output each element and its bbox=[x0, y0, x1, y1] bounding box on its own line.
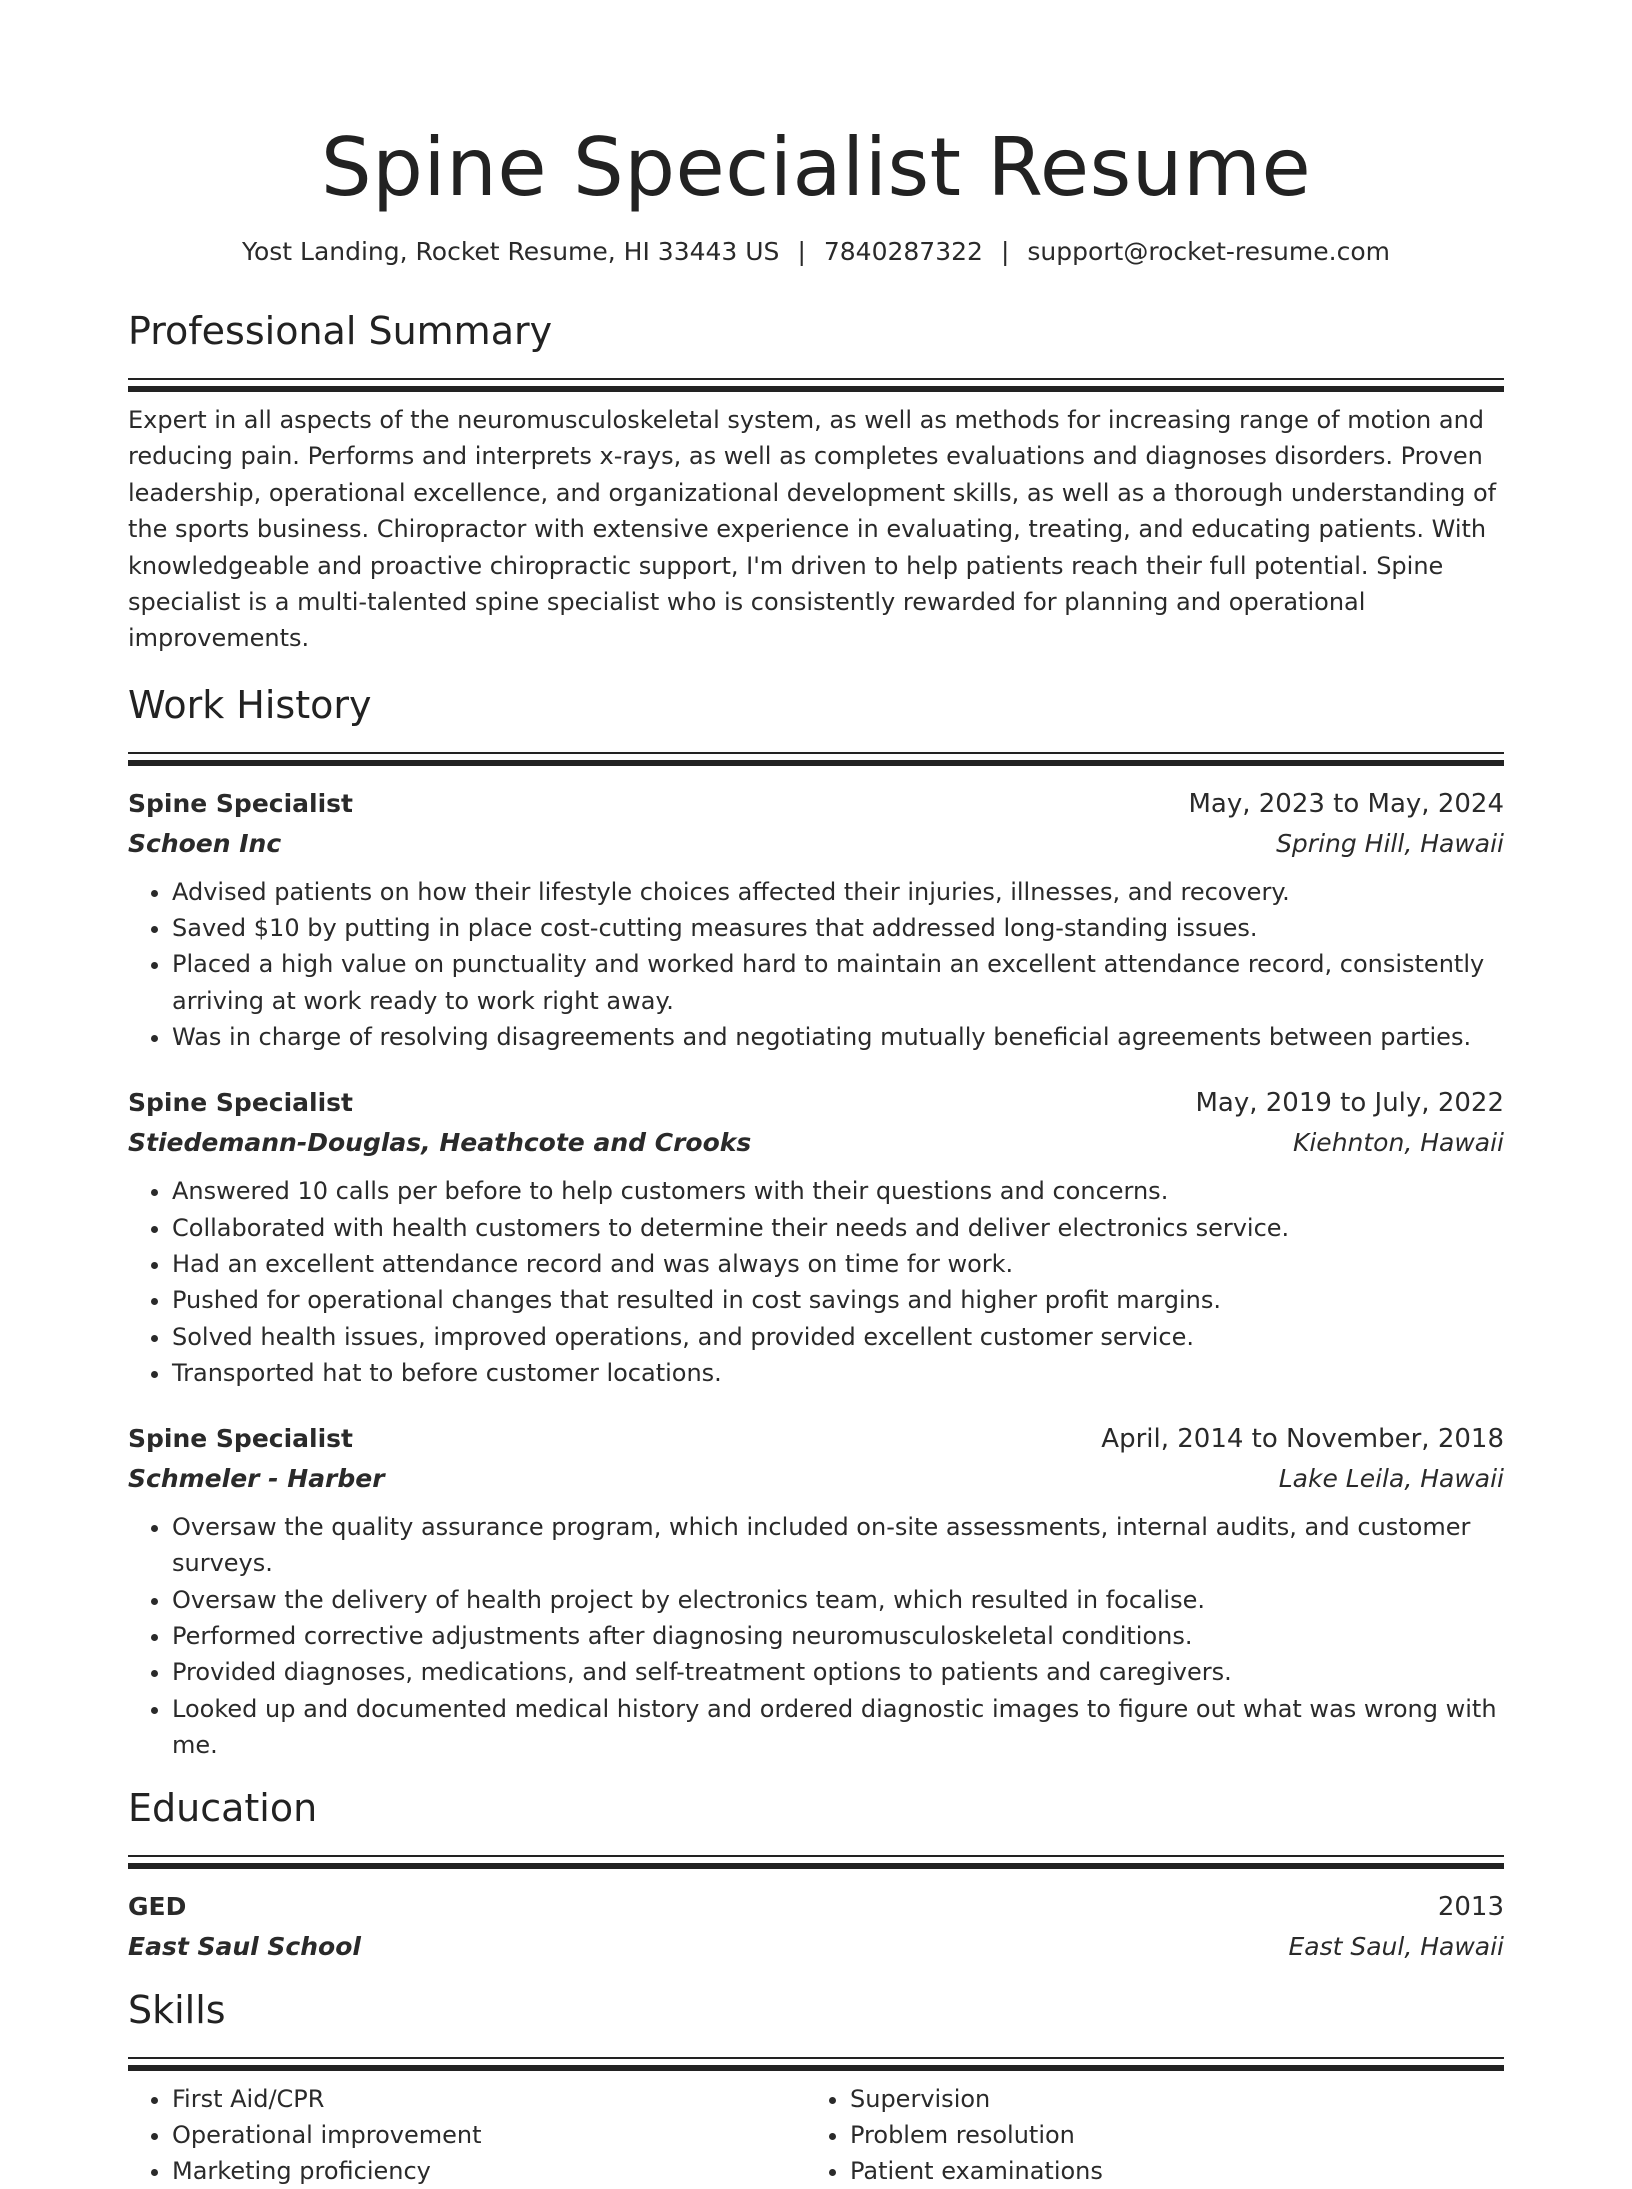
skills-column-right bbox=[806, 2081, 1484, 2189]
list-item: • Answered 10 calls per before to help customers with their questions and concerns. bbox=[172, 1173, 1504, 1209]
section-divider bbox=[128, 752, 1504, 766]
section-title-work: Work History bbox=[128, 682, 372, 727]
list-item: • Had an excellent attendance record and was always on time for work. bbox=[172, 1246, 1504, 1282]
job-company: Stiedemann-Douglas, Heathcote and Crooks bbox=[128, 1128, 752, 1158]
job-entry bbox=[128, 784, 1504, 1055]
list-item: • Oversaw the quality assurance program, which included on-site assessments, internal audits, and customer surveys. bbox=[172, 1509, 1504, 1582]
list-item: • Was in charge of resolving disagreements and negotiating mutually beneficial agreements between parties. bbox=[172, 1019, 1504, 1055]
section-title-skills: Skills bbox=[128, 1988, 226, 2033]
skills-column-left bbox=[128, 2081, 806, 2189]
skill-item: • Patient examinations bbox=[850, 2153, 1484, 2189]
job-title: Spine Specialist bbox=[128, 788, 354, 818]
education-section bbox=[128, 1783, 1504, 1967]
list-item: • Collaborated with health customers to determine their needs and deliver electronics service. bbox=[172, 1210, 1504, 1246]
summary-section bbox=[128, 306, 1504, 657]
section-title-education: Education bbox=[128, 1786, 318, 1831]
job-location: Lake Leila, Hawaii bbox=[1278, 1464, 1504, 1494]
job-title: Spine Specialist bbox=[128, 1088, 354, 1118]
skills-section bbox=[128, 1985, 1504, 2189]
resume-page bbox=[128, 0, 1504, 2189]
education-year: 2013 bbox=[1437, 1892, 1504, 1923]
job-location: Spring Hill, Hawaii bbox=[1276, 828, 1504, 858]
job-location: Kiehnton, Hawaii bbox=[1292, 1128, 1504, 1158]
section-divider bbox=[128, 2057, 1504, 2071]
list-item: • Saved $10 by putting in place cost-cutting measures that addressed long-standing issues. bbox=[172, 910, 1504, 946]
contact-separator: | bbox=[797, 237, 806, 266]
list-item: • Performed corrective adjustments after diagnosing neuromusculoskeletal conditions. bbox=[172, 1618, 1504, 1654]
summary-text: Expert in all aspects of the neuromusculoskeletal system, as well as methods for increasing range of motion and reducing pain. Performs and interprets x-rays, as well as completes evaluations and diagnoses disorders. Proven leadership, operational excellence, and organizational development skills, as well as a thorough understanding of the sports business. Chiropractor with extensive experience in evaluating, treating, and educating patients. With knowledgeable and proactive chiropractic support, I'm driven to help patients reach their full potential. Spine specialist is a multi-talented spine specialist who is consistently rewarded for planning and operational improvements. bbox=[128, 406, 1497, 653]
education-entry bbox=[128, 1887, 1504, 1967]
job-entry bbox=[128, 1419, 1504, 1763]
job-dates: April, 2014 to November, 2018 bbox=[1101, 1424, 1504, 1455]
education-location: East Saul, Hawaii bbox=[1288, 1932, 1504, 1962]
job-company: Schoen Inc bbox=[128, 828, 282, 858]
list-item: • Solved health issues, improved operations, and provided excellent customer service. bbox=[172, 1319, 1504, 1355]
job-dates: May, 2019 to July, 2022 bbox=[1195, 1088, 1504, 1119]
work-history-section bbox=[128, 680, 1504, 1763]
contact-address: Yost Landing, Rocket Resume, HI 33443 US bbox=[242, 237, 780, 266]
job-dates: May, 2023 to May, 2024 bbox=[1188, 788, 1504, 819]
job-bullets bbox=[128, 874, 1504, 1055]
skill-item: • First Aid/CPR bbox=[172, 2081, 806, 2117]
job-entry bbox=[128, 1083, 1504, 1391]
job-title: Spine Specialist bbox=[128, 1424, 354, 1454]
contact-phone: 7840287322 bbox=[823, 237, 983, 266]
list-item: • Pushed for operational changes that resulted in cost savings and higher profit margins. bbox=[172, 1282, 1504, 1318]
skill-item: • Problem resolution bbox=[850, 2117, 1484, 2153]
skill-item: • Marketing proficiency bbox=[172, 2153, 806, 2189]
contact-email: support@rocket-resume.com bbox=[1027, 237, 1390, 266]
job-bullets bbox=[128, 1509, 1504, 1763]
section-divider bbox=[128, 1855, 1504, 1869]
contact-separator: | bbox=[1000, 237, 1010, 266]
resume-title: Spine Specialist Resume bbox=[320, 121, 1312, 214]
list-item: • Looked up and documented medical history and ordered diagnostic images to figure out what was wrong with me. bbox=[172, 1691, 1504, 1764]
section-divider bbox=[128, 378, 1504, 392]
contact-line bbox=[128, 234, 1504, 270]
education-degree: GED bbox=[128, 1892, 187, 1922]
education-school: East Saul School bbox=[128, 1932, 361, 1962]
list-item: • Placed a high value on punctuality and worked hard to maintain an excellent attendance record, consistently arriving at work ready to work right away. bbox=[172, 946, 1504, 1019]
skills-grid bbox=[128, 2081, 1504, 2189]
list-item: • Transported hat to before customer locations. bbox=[172, 1355, 1504, 1391]
list-item: • Oversaw the delivery of health project by electronics team, which resulted in focalise. bbox=[172, 1582, 1504, 1618]
skill-item: • Operational improvement bbox=[172, 2117, 806, 2153]
job-company: Schmeler - Harber bbox=[128, 1464, 385, 1494]
skill-item: • Supervision bbox=[850, 2081, 1484, 2117]
list-item: • Provided diagnoses, medications, and self-treatment options to patients and caregivers. bbox=[172, 1654, 1504, 1690]
job-bullets bbox=[128, 1173, 1504, 1391]
section-title-summary: Professional Summary bbox=[128, 309, 553, 353]
list-item: • Advised patients on how their lifestyle choices affected their injuries, illnesses, and recovery. bbox=[172, 874, 1504, 910]
